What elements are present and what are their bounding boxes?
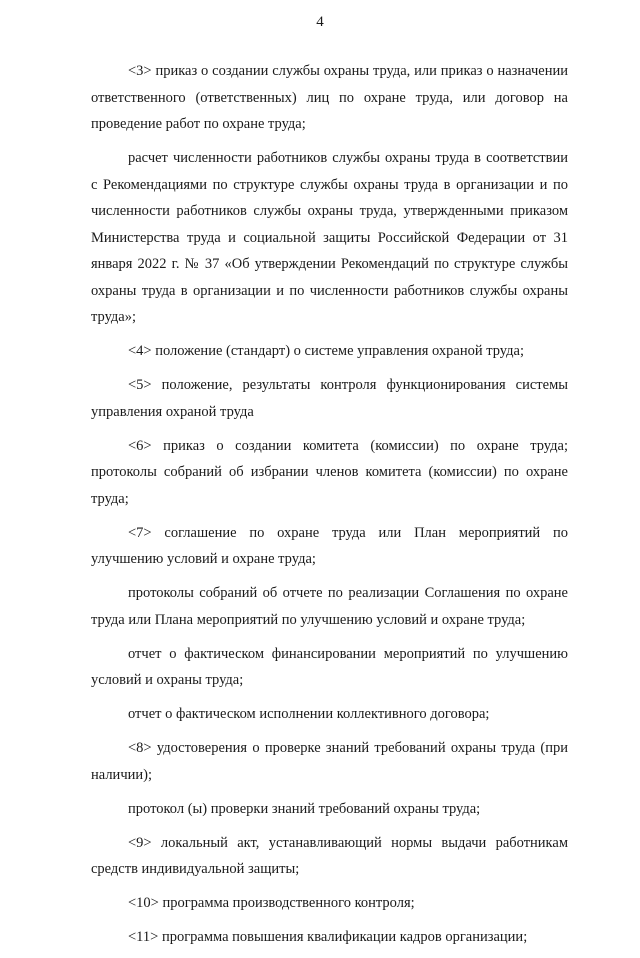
paragraph-item-10-production-control: <10> программа производственного контроля; <box>128 895 415 911</box>
paragraph-item-3-order: <3> приказ о создании службы охраны труда, или приказ о назначении ответственного (ответственных) лиц по охране труда, или договор на проведение работ по охране труда; <box>91 63 568 132</box>
paragraph-item-8-certificates: <8> удостоверения о проверке знаний требований охраны труда (при наличии); <box>91 740 568 783</box>
paragraph-knowledge-test-protocol: протокол (ы) проверки знаний требований охраны труда; <box>128 800 481 817</box>
paragraph-item-11-training-program: <11> программа повышения квалификации кадров организации; <box>128 929 528 945</box>
paragraph-collective-agreement-report: отчет о фактическом исполнении коллективного договора; <box>128 706 490 722</box>
paragraph-staff-calculation: расчет численности работников службы охраны труда в соответствии с Рекомендациями по структуре службы охраны труда в организации и по численности работников службы охраны труда, утвержденными приказом Министерства труда и социальной защиты Российской Федерации от 31 января 2022 г. № 37 «Об утверждении Рекомендаций по структуре службы охраны труда в организации и по численности работников службы охраны труда»; <box>91 150 568 325</box>
paragraph-item-9-ppe-norms: <9> локальный акт, устанавливающий нормы выдачи работникам средств индивидуальной защиты; <box>91 834 568 877</box>
paragraph-financing-report: отчет о фактическом финансировании мероприятий по улучшению условий и охраны труда; <box>91 645 568 688</box>
paragraph-item-5-control: <5> положение, результаты контроля функционирования системы управления охраной труда <box>91 377 568 420</box>
document-body <box>91 58 568 958</box>
paragraph-item-6-committee: <6> приказ о создании комитета (комиссии) по охране труда; протоколы собраний об избрании членов комитета (комиссии) по охране труда; <box>91 437 568 507</box>
paragraph-item-7-agreement: <7> соглашение по охране труда или План мероприятий по улучшению условий и охране труда; <box>91 524 568 567</box>
page-number: 4 <box>316 14 324 30</box>
paragraph-item-4-regulation: <4> положение (стандарт) о системе управления охраной труда; <box>128 343 524 359</box>
paragraph-meeting-minutes: протоколы собраний об отчете по реализации Соглашения по охране труда или Плана мероприятий по улучшению условий и охране труда; <box>91 585 568 628</box>
